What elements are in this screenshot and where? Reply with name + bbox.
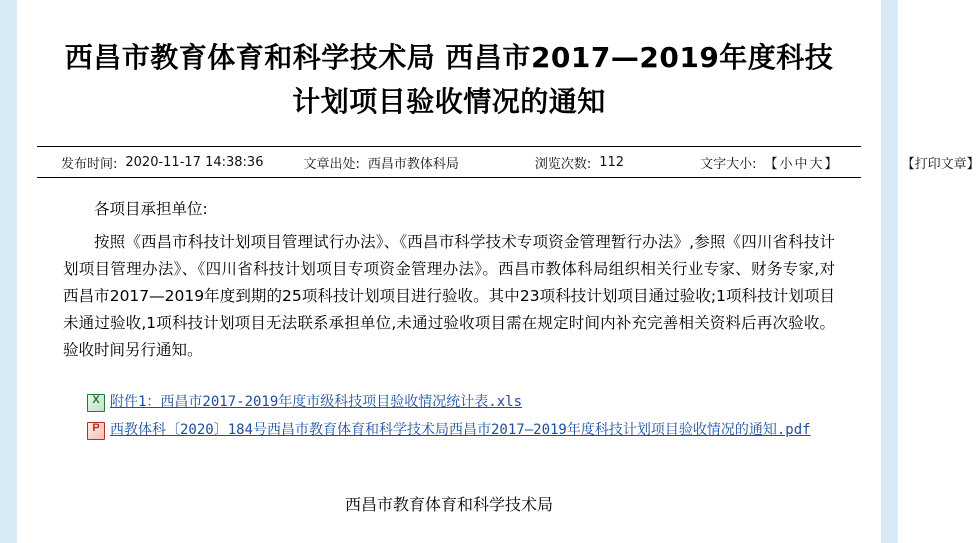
attachment-item [87, 418, 835, 442]
font-size-bracket-open: 【 [764, 156, 780, 172]
page-right-edge [881, 0, 898, 543]
article-source [303, 153, 458, 172]
view-count [535, 153, 624, 172]
page-left-edge [0, 0, 17, 543]
excel-file-icon [87, 394, 105, 412]
article-body [17, 178, 881, 364]
article-meta-bar [37, 146, 980, 178]
print-article-link[interactable]: 【打印文章】 [901, 156, 980, 172]
print-article-link-wrap [902, 153, 980, 172]
page-title: 西昌市教育体育和科学技术局 西昌市2017—2019年度科技计划项目验收情况的通知 [64, 41, 834, 118]
pdf-file-icon [87, 422, 105, 440]
article-source-value: 西昌市教体科局 [367, 156, 459, 172]
font-size-large[interactable]: 大 [809, 156, 825, 172]
publish-time-label: 发布时间: [61, 156, 118, 172]
view-count-label: 浏览次数: [534, 156, 592, 172]
attachment-link[interactable]: 附件1：西昌市2017-2019年度市级科技项目验收情况统计表.xls [110, 394, 523, 410]
font-size-bracket-close: 】 [824, 156, 840, 172]
article-container [17, 0, 980, 543]
publish-time-value: 2020-11-17 14:38:36 [125, 154, 264, 170]
font-size-control [700, 153, 839, 172]
font-size-medium[interactable]: 中 [794, 156, 810, 172]
attachment-list [17, 368, 881, 442]
attachment-link[interactable]: 西教体科〔2020〕184号西昌市教育体育和科学技术局西昌市2017—2019年度科技计划项目验收情况的通知.pdf [110, 422, 811, 438]
attachment-item [87, 390, 835, 414]
font-size-label: 文字大小: [700, 156, 757, 172]
article-signature: 西昌市教育体育和科学技术局 [344, 495, 553, 514]
article-source-label: 文章出处: [303, 156, 360, 172]
view-count-value: 112 [599, 154, 625, 170]
publish-time [61, 153, 263, 172]
font-size-small[interactable]: 小 [779, 156, 795, 172]
article-paragraph: 各项目承担单位: [94, 200, 208, 218]
article-paragraph: 按照《西昌市科技计划项目管理试行办法》、《西昌市科学技术专项资金管理暂行办法》,参照《四川省科技计划项目管理办法》、《四川省科技计划项目专项资金管理办法》。西昌市教体科局组织相关行业专家、财务专家,对西昌市2017—2019年度到期的25项科技计划项目进行验收。其中23项科技计划项目通过验收;1项科技计划项目未通过验收,1项科技计划项目无法联系承担单位,未通过验收项目需在规定时间内补充完善相关资料后再次验收。验收时间另行通知。 [63, 233, 835, 359]
